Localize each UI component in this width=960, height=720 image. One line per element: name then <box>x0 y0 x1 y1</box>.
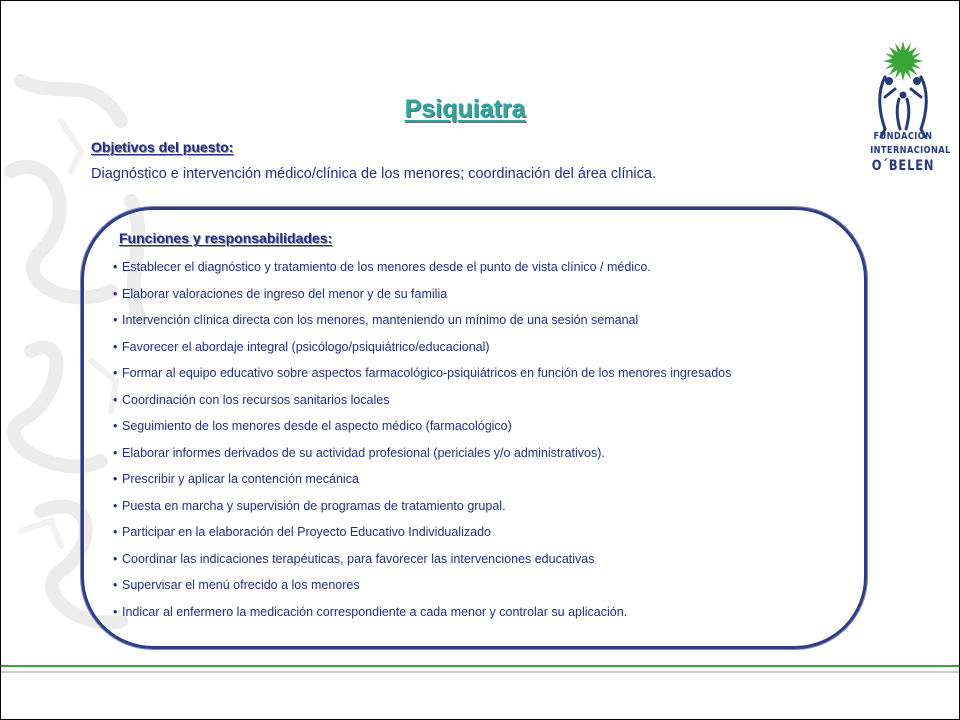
logo-line-1: FUNDACIÓN <box>873 131 933 142</box>
bullet-icon: • <box>113 578 118 592</box>
list-item-text: Indicar al enfermero la medicación correspondiente a cada menor y controlar su aplicación. <box>122 604 628 619</box>
logo-line-2: INTERNACIONAL <box>870 145 951 156</box>
objectives-text: Diagnóstico e intervención médico/clínica de los menores; coordinación del área clínica. <box>91 166 656 182</box>
list-item-text: Formar al equipo educativo sobre aspectos farmacológico-psiquiátricos en función de los menores ingresados <box>122 366 732 380</box>
functions-list <box>113 258 731 629</box>
bullet-icon: • <box>113 260 118 274</box>
list-item <box>113 444 731 471</box>
list-item-text: Elaborar valoraciones de ingreso del menor y de su familia <box>122 286 448 301</box>
list-item <box>113 550 731 577</box>
logo-wordmark <box>863 130 951 174</box>
list-item <box>113 576 731 603</box>
list-item-text: Coordinación con los recursos sanitarios locales <box>122 392 390 407</box>
bullet-icon: • <box>113 445 118 460</box>
list-item-text: Favorecer el abordaje integral (psicólogo/psiquiátrico/educacional) <box>122 339 490 354</box>
bullet-icon: • <box>113 286 118 301</box>
list-item <box>113 523 731 550</box>
list-item <box>113 417 731 444</box>
list-item <box>113 497 731 524</box>
bullet-icon: • <box>113 392 118 407</box>
footer-divider <box>1 663 959 677</box>
list-item <box>113 391 731 418</box>
list-item <box>113 311 731 338</box>
bullet-icon: • <box>113 498 118 513</box>
bullet-icon: • <box>113 525 118 539</box>
list-item <box>113 364 731 391</box>
objectives-heading: Objetivos del puesto: <box>91 139 234 155</box>
page-title: Psiquiatra <box>404 95 526 123</box>
list-item-text: Coordinar las indicaciones terapéuticas, para favorecer las intervenciones educativas <box>122 551 595 566</box>
bullet-icon: • <box>113 339 118 354</box>
list-item-text: Establecer el diagnóstico y tratamiento de los menores desde el punto de vista clínico / médico. <box>122 260 651 274</box>
bullet-icon: • <box>113 604 118 619</box>
bullet-icon: • <box>113 472 118 486</box>
bullet-icon: • <box>113 313 118 327</box>
bullet-icon: • <box>113 419 118 433</box>
list-item <box>113 258 731 285</box>
logo-line-3: O´BELEN <box>871 158 935 174</box>
list-item <box>113 285 731 312</box>
list-item <box>113 603 731 630</box>
list-item <box>113 338 731 365</box>
list-item-text: Puesta en marcha y supervisión de programas de tratamiento grupal. <box>122 498 506 513</box>
list-item <box>113 470 731 497</box>
bullet-icon: • <box>113 366 118 380</box>
functions-heading: Funciones y responsabilidades: <box>119 230 333 246</box>
bullet-icon: • <box>113 551 118 566</box>
list-item-text: Seguimiento de los menores desde el aspecto médico (farmacológico) <box>122 419 512 433</box>
list-item-text: Prescribir y aplicar la contención mecánica <box>122 472 359 486</box>
list-item-text: Participar en la elaboración del Proyecto Educativo Individualizado <box>122 525 491 539</box>
list-item-text: Supervisar el menú ofrecido a los menores <box>122 578 360 592</box>
list-item-text: Intervención clínica directa con los menores, manteniendo un mínimo de una sesión semanal <box>122 313 639 327</box>
list-item-text: Elaborar informes derivados de su actividad profesional (periciales y/o administrativos). <box>122 445 605 460</box>
